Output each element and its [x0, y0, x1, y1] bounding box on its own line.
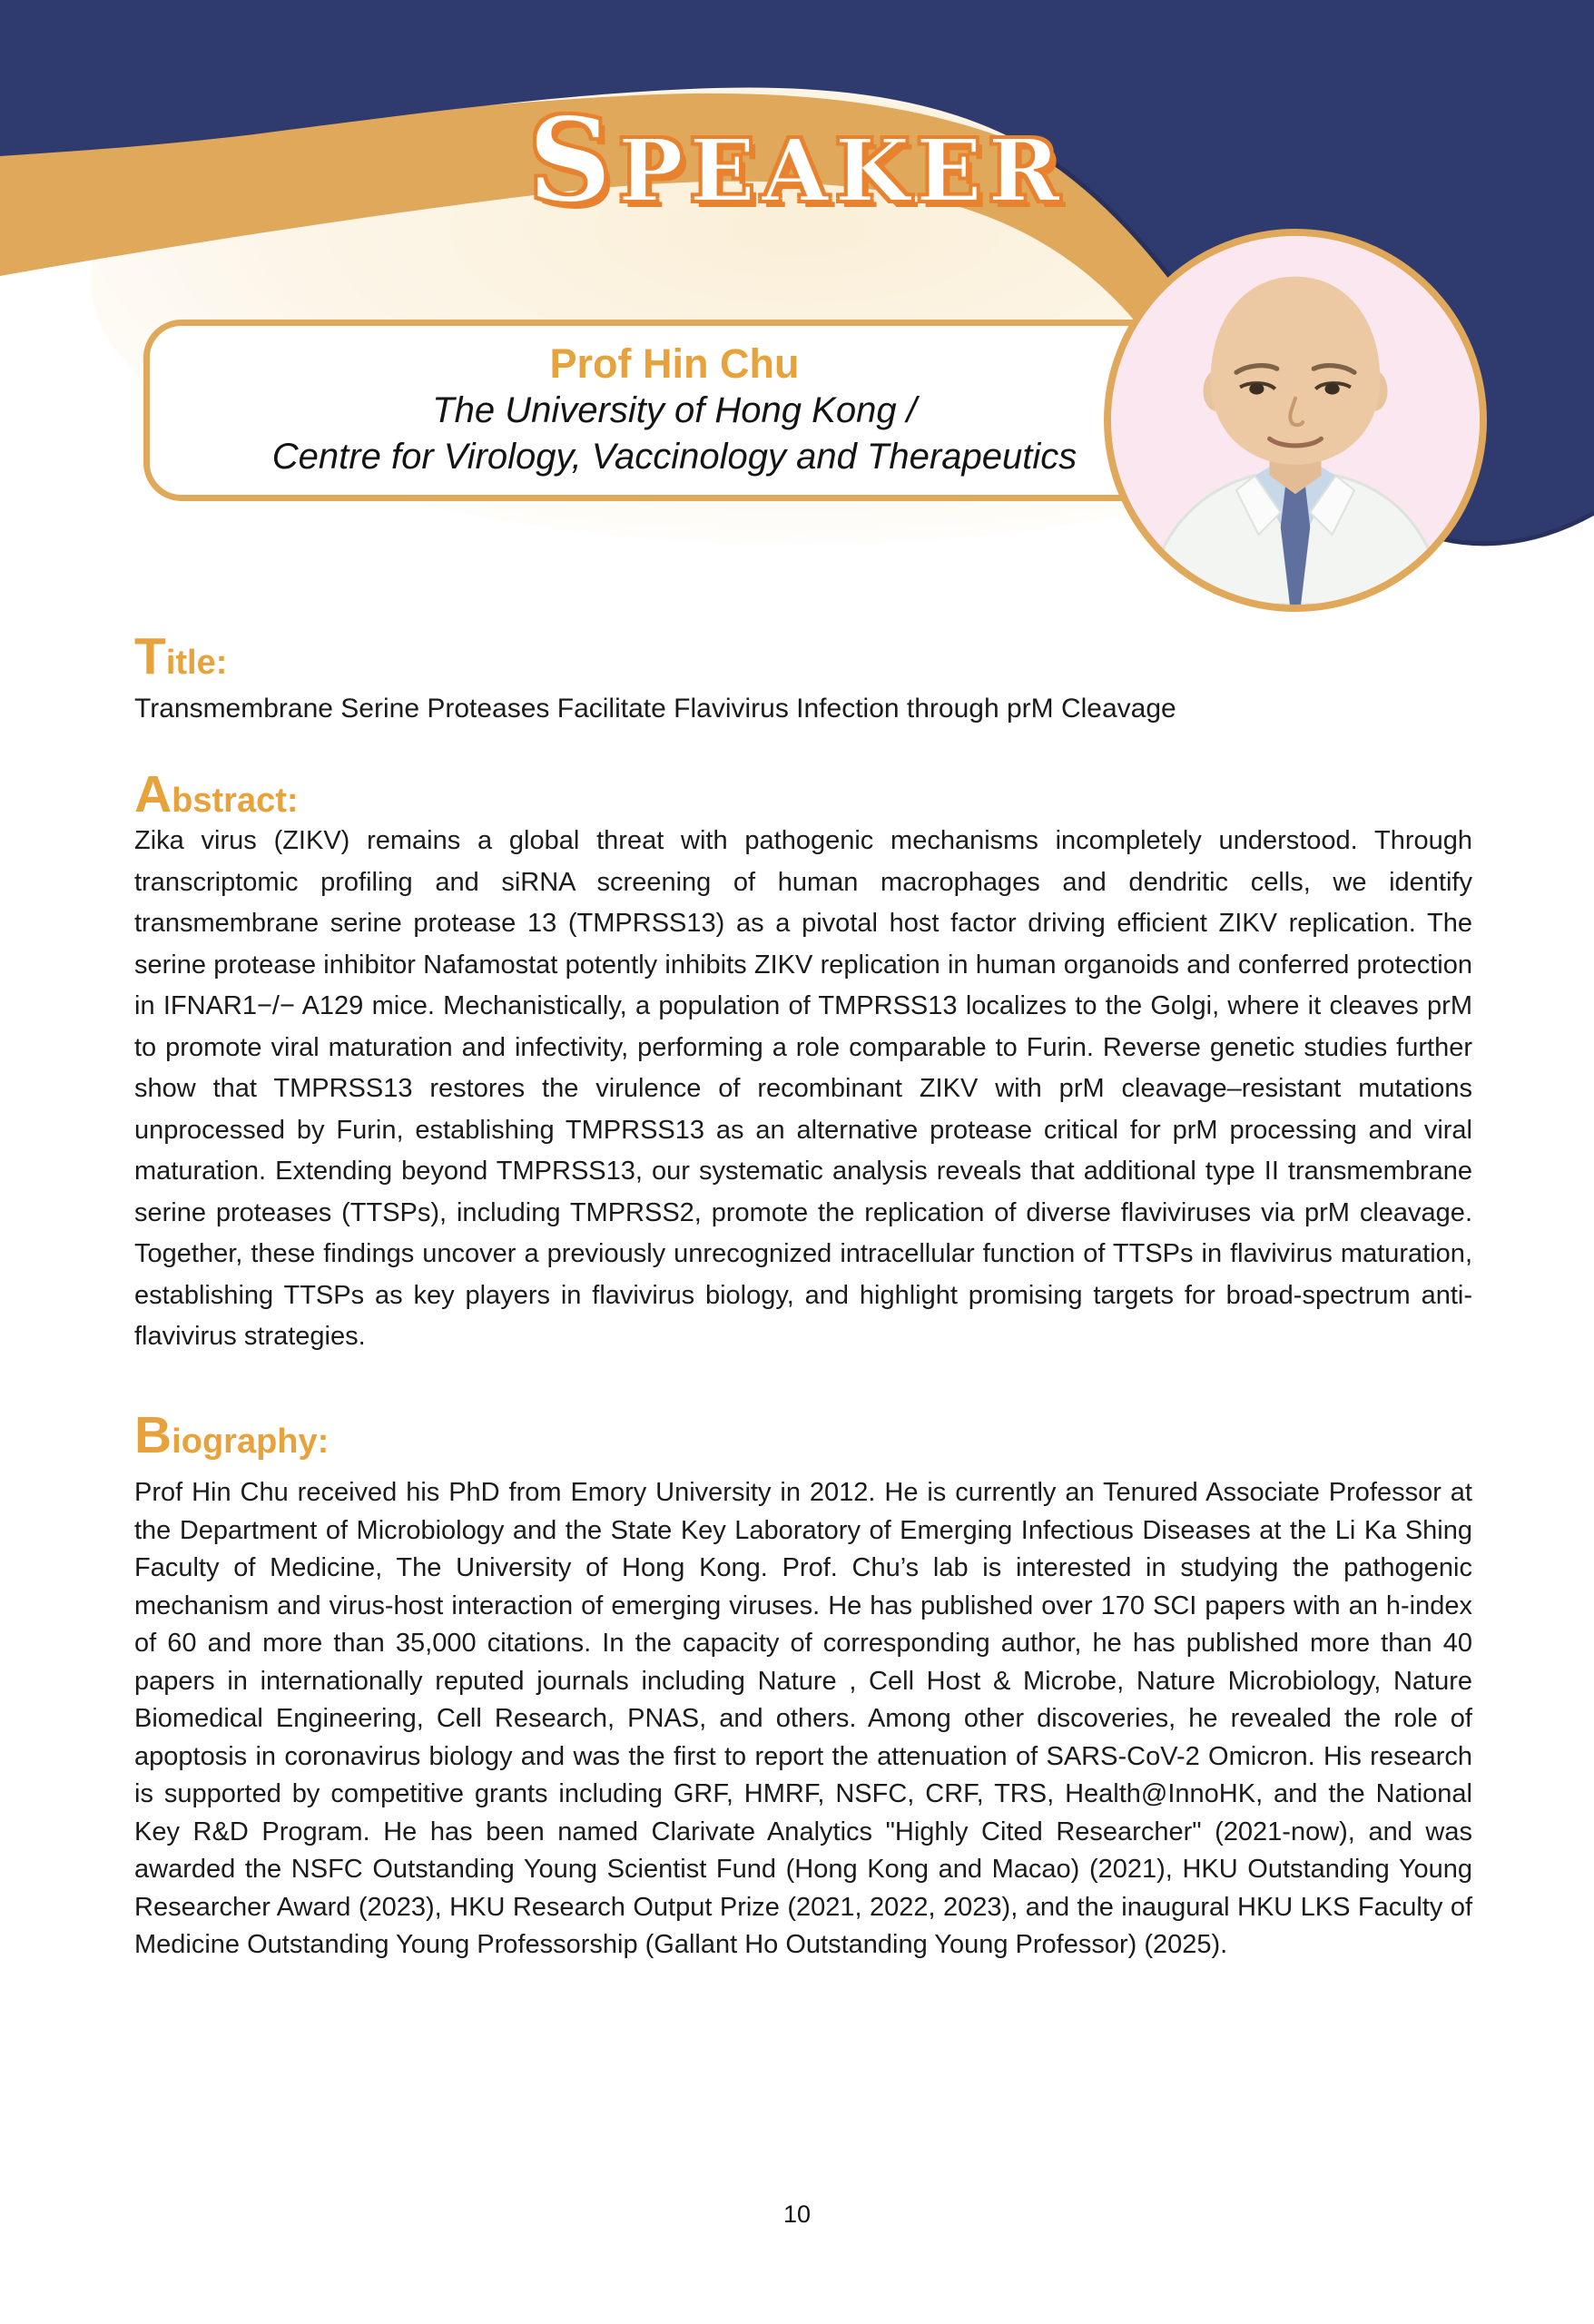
section-title-heading: Title:	[134, 627, 228, 685]
content-column	[134, 628, 1472, 2081]
banner-title: SPEAKER	[527, 93, 1067, 229]
section-biography-text: Prof Hin Chu received his PhD from Emory University in 2012. He is currently an Tenured Associate Professor at the Department of Microbiology and the State Key Laboratory of Emerging Infectious Diseases at the Li Ka Shing Faculty of Medicine, The University of Hong Kong. Prof. Chu’s lab is interested in studying the pathogenic mechanism and virus-host interaction of emerging viruses. He has published over 170 SCI papers with an h-index of 60 and more than 35,000 citations. In the capacity of corresponding author, he has published more than 40 papers in internationally reputed journals including Nature , Cell Host & Microbe, Nature Microbiology, Nature Biomedical Engineering, Cell Research, PNAS, and others. Among other discoveries, he revealed the role of apoptosis in coronavirus biology and was the first to report the attenuation of SARS-CoV-2 Omicron. His research is supported by competitive grants including GRF, HMRF, NSFC, CRF, TRS, Health@InnoHK, and the National Key R&D Program. He has been named Clarivate Analytics "Highly Cited Researcher" (2021-now), and was awarded the NSFC Outstanding Young Scientist Fund (Hong Kong and Macao) (2021), HKU Outstanding Young Researcher Award (2023), HKU Research Output Prize (2021, 2022, 2023), and the inaugural HKU LKS Faculty of Medicine Outstanding Young Professorship (Gallant Ho Outstanding Young Professor) (2025).	[134, 1478, 1472, 1959]
portrait-illustration	[1111, 236, 1480, 605]
section-title-text: Transmembrane Serine Proteases Facilitate Flavivirus Infection through prM Cleavage	[134, 694, 1176, 724]
page-number: 10	[782, 2201, 812, 2228]
speaker-photo	[1104, 229, 1487, 612]
speaker-name: Prof Hin Chu	[549, 340, 800, 387]
section-abstract-heading: Abstract:	[134, 765, 299, 823]
section-biography-heading: Biography:	[134, 1406, 330, 1464]
speaker-affiliation-line2: Centre for Virology, Vaccinology and Therapeutics	[271, 436, 1077, 477]
speaker-affiliation-line1: The University of Hong Kong /	[432, 389, 917, 430]
section-abstract-text: Zika virus (ZIKV) remains a global threat with pathogenic mechanisms incompletely understood. Through transcriptomic profiling and siRNA screening of human macrophages and dendritic cells, we identify transmembrane serine protease 13 (TMPRSS13) as a pivotal host factor driving efficient ZIKV replication. The serine protease inhibitor Nafamostat potently inhibits ZIKV replication in human organoids and conferred protection in IFNAR1−/− A129 mice. Mechanistically, a population of TMPRSS13 localizes to the Golgi, where it cleaves prM to promote viral maturation and infectivity, performing a role comparable to Furin. Reverse genetic studies further show that TMPRSS13 restores the virulence of recombinant ZIKV with prM cleavage–resistant mutations unprocessed by Furin, establishing TMPRSS13 as an alternative protease critical for prM processing and viral maturation. Extending beyond TMPRSS13, our systematic analysis reveals that additional type II transmembrane serine proteases (TTSPs), including TMPRSS2, promote the replication of diverse flaviviruses via prM cleavage. Together, these findings uncover a previously unrecognized intracellular function of TTSPs in flavivirus maturation, establishing TTSPs as key players in flavivirus biology, and highlight promising targets for broad-spectrum anti-flavivirus strategies.	[134, 826, 1472, 1351]
speaker-card	[143, 320, 1205, 501]
